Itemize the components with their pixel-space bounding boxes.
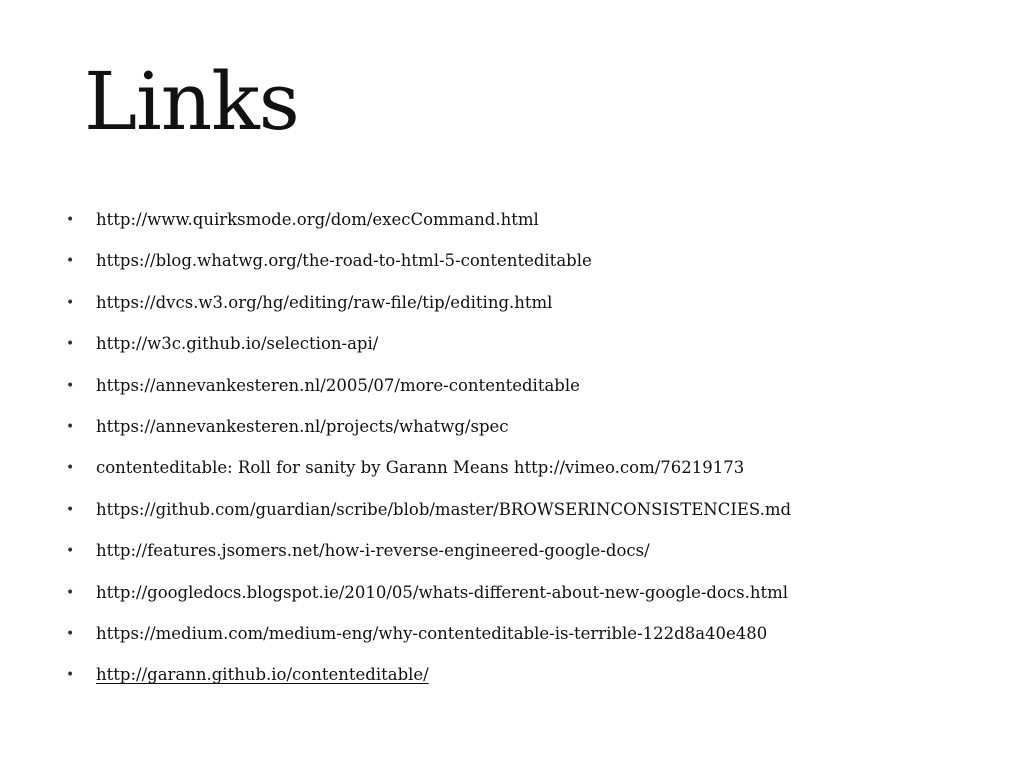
bullet-icon: • xyxy=(66,501,75,518)
list-item xyxy=(66,292,1006,333)
bullet-icon: • xyxy=(66,584,75,601)
link-text[interactable]: http://w3c.github.io/selection-api/ xyxy=(96,334,379,354)
list-item xyxy=(66,582,1006,623)
bullet-icon: • xyxy=(66,625,75,642)
list-item xyxy=(66,540,1006,581)
list-item xyxy=(66,416,1006,457)
list-item xyxy=(66,375,1006,416)
link-text[interactable]: https://medium.com/medium-eng/why-contenteditable-is-terrible-122d8a40e480 xyxy=(96,623,768,643)
bullet-icon: • xyxy=(66,253,75,270)
bullet-icon: • xyxy=(66,336,75,353)
link-text[interactable]: https://annevankesteren.nl/projects/whatwg/spec xyxy=(96,416,509,436)
link-text[interactable]: http://features.jsomers.net/how-i-reverse-engineered-google-docs/ xyxy=(96,541,650,561)
link-text[interactable]: http://www.quirksmode.org/dom/execCommand.html xyxy=(96,210,539,229)
link-text-underlined[interactable]: http://garann.github.io/contenteditable/ xyxy=(96,665,429,685)
list-item xyxy=(66,457,1006,498)
bullet-icon: • xyxy=(66,418,75,435)
bullet-icon: • xyxy=(66,543,75,560)
slide-title: Links xyxy=(84,55,299,148)
bullet-icon: • xyxy=(66,212,75,228)
link-text[interactable]: https://annevankesteren.nl/2005/07/more-contenteditable xyxy=(96,375,580,395)
bullet-icon: • xyxy=(66,377,75,394)
list-item xyxy=(66,499,1006,540)
link-text[interactable]: contenteditable: Roll for sanity by Garann Means http://vimeo.com/76219173 xyxy=(96,458,745,478)
list-item xyxy=(66,623,1006,664)
links-list xyxy=(66,209,1006,706)
list-item xyxy=(66,664,1006,705)
bullet-icon: • xyxy=(66,667,75,684)
link-text[interactable]: https://blog.whatwg.org/the-road-to-html-5-contenteditable xyxy=(96,251,592,271)
list-item xyxy=(66,209,1006,250)
bullet-icon: • xyxy=(66,294,75,311)
list-item xyxy=(66,250,1006,291)
link-text[interactable]: http://googledocs.blogspot.ie/2010/05/whats-different-about-new-google-docs.html xyxy=(96,582,789,602)
link-text[interactable]: https://github.com/guardian/scribe/blob/master/BROWSERINCONSISTENCIES.md xyxy=(96,499,792,519)
list-item xyxy=(66,333,1006,374)
link-text[interactable]: https://dvcs.w3.org/hg/editing/raw-file/tip/editing.html xyxy=(96,292,553,312)
bullet-icon: • xyxy=(66,460,75,477)
